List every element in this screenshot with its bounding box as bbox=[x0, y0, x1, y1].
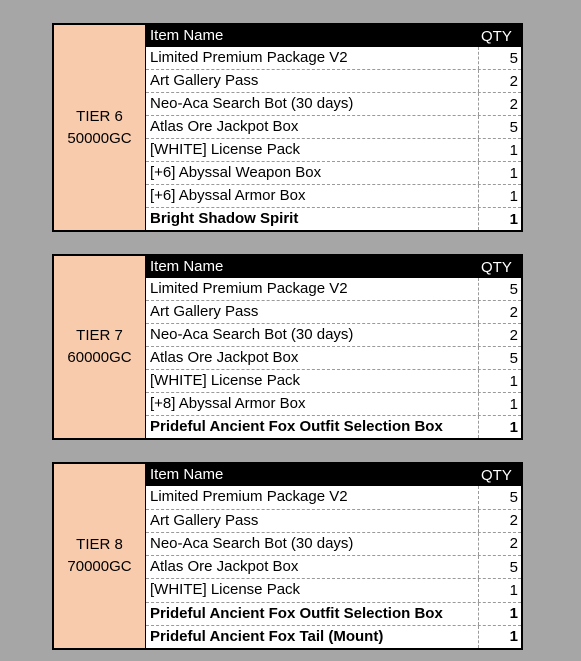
item-qty-cell[interactable]: 1 bbox=[478, 393, 521, 415]
item-name-cell[interactable]: [+8] Abyssal Armor Box bbox=[150, 395, 306, 412]
item-qty-cell[interactable]: 2 bbox=[478, 70, 521, 92]
tier-price: 60000GC bbox=[67, 349, 132, 366]
item-qty-cell[interactable]: 2 bbox=[478, 510, 521, 532]
item-qty-cell[interactable]: 1 bbox=[478, 579, 521, 601]
table-row bbox=[146, 486, 521, 509]
item-name-cell[interactable]: Art Gallery Pass bbox=[150, 511, 259, 529]
item-qty-cell[interactable]: 5 bbox=[478, 47, 521, 69]
header-item-name-cell[interactable]: Item Name bbox=[150, 27, 224, 44]
item-qty-cell[interactable]: 1 bbox=[478, 603, 521, 625]
item-name-cell[interactable]: [WHITE] License Pack bbox=[150, 141, 301, 158]
item-qty-cell[interactable]: 2 bbox=[478, 533, 521, 555]
item-qty-cell[interactable]: 1 bbox=[478, 139, 521, 161]
item-name-cell[interactable]: Limited Premium Package V2 bbox=[150, 280, 348, 297]
item-name-cell[interactable]: Neo-Aca Search Bot (30 days) bbox=[150, 534, 354, 552]
table-row bbox=[146, 347, 521, 370]
table-row bbox=[146, 93, 521, 116]
item-name-cell[interactable]: Prideful Ancient Fox Tail (Mount) bbox=[150, 627, 384, 645]
table-row bbox=[146, 393, 521, 416]
tier-name: TIER 8 bbox=[76, 536, 123, 553]
item-name-cell[interactable]: [WHITE] License Pack bbox=[150, 581, 301, 599]
tier-price: 70000GC bbox=[67, 558, 132, 575]
table-row bbox=[146, 185, 521, 208]
table-row bbox=[146, 47, 521, 70]
item-name-cell[interactable]: Neo-Aca Search Bot (30 days) bbox=[150, 326, 354, 343]
tier-table bbox=[52, 254, 523, 440]
table-row bbox=[146, 416, 521, 438]
header-item-name-cell[interactable]: Item Name bbox=[150, 466, 224, 484]
tier-name: TIER 7 bbox=[76, 327, 123, 344]
table-row bbox=[146, 301, 521, 324]
item-qty-cell[interactable]: 1 bbox=[478, 416, 521, 438]
table-row bbox=[146, 626, 521, 648]
tier-price: 50000GC bbox=[67, 129, 132, 147]
item-grid bbox=[146, 25, 521, 230]
header-row bbox=[146, 25, 521, 47]
tier-name: TIER 6 bbox=[76, 107, 123, 125]
header-qty-cell[interactable]: QTY bbox=[481, 258, 512, 276]
table-row bbox=[146, 579, 521, 602]
header-row bbox=[146, 256, 521, 278]
item-name-cell[interactable]: Art Gallery Pass bbox=[150, 303, 259, 320]
item-name-cell[interactable]: Limited Premium Package V2 bbox=[150, 488, 348, 506]
item-qty-cell[interactable]: 2 bbox=[478, 301, 521, 323]
tier-table bbox=[52, 462, 523, 650]
tier-table bbox=[52, 23, 523, 232]
header-item-name-cell[interactable]: Item Name bbox=[150, 258, 224, 275]
item-qty-cell[interactable]: 5 bbox=[478, 556, 521, 578]
item-name-cell[interactable]: Prideful Ancient Fox Outfit Selection Box bbox=[150, 418, 443, 435]
table-row bbox=[146, 116, 521, 139]
item-qty-cell[interactable]: 5 bbox=[478, 486, 521, 508]
item-name-cell[interactable]: [WHITE] License Pack bbox=[150, 372, 301, 389]
table-row bbox=[146, 324, 521, 347]
table-row bbox=[146, 70, 521, 93]
tier-label-cell[interactable] bbox=[54, 256, 146, 438]
table-row bbox=[146, 370, 521, 393]
item-qty-cell[interactable]: 1 bbox=[478, 208, 521, 230]
item-qty-cell[interactable]: 1 bbox=[478, 185, 521, 207]
item-qty-cell[interactable]: 5 bbox=[478, 347, 521, 369]
item-name-cell[interactable]: Neo-Aca Search Bot (30 days) bbox=[150, 95, 354, 112]
item-qty-cell[interactable]: 5 bbox=[478, 278, 521, 300]
table-row bbox=[146, 510, 521, 533]
item-name-cell[interactable]: Atlas Ore Jackpot Box bbox=[150, 558, 299, 576]
table-row bbox=[146, 556, 521, 579]
item-name-cell[interactable]: [+6] Abyssal Weapon Box bbox=[150, 164, 322, 181]
item-qty-cell[interactable]: 2 bbox=[478, 324, 521, 346]
table-row bbox=[146, 278, 521, 301]
item-name-cell[interactable]: Atlas Ore Jackpot Box bbox=[150, 118, 299, 135]
item-name-cell[interactable]: Art Gallery Pass bbox=[150, 72, 259, 89]
header-qty-cell[interactable]: QTY bbox=[481, 466, 512, 484]
item-qty-cell[interactable]: 1 bbox=[478, 370, 521, 392]
item-qty-cell[interactable]: 2 bbox=[478, 93, 521, 115]
table-row bbox=[146, 139, 521, 162]
item-qty-cell[interactable]: 5 bbox=[478, 116, 521, 138]
item-name-cell[interactable]: Prideful Ancient Fox Outfit Selection Box bbox=[150, 604, 443, 622]
tier-label-cell[interactable] bbox=[54, 25, 146, 230]
item-name-cell[interactable]: [+6] Abyssal Armor Box bbox=[150, 187, 306, 204]
item-qty-cell[interactable]: 1 bbox=[478, 626, 521, 648]
item-name-cell[interactable]: Bright Shadow Spirit bbox=[150, 210, 299, 227]
item-grid bbox=[146, 256, 521, 438]
table-row bbox=[146, 603, 521, 626]
item-name-cell[interactable]: Atlas Ore Jackpot Box bbox=[150, 349, 299, 366]
table-row bbox=[146, 533, 521, 556]
table-row bbox=[146, 208, 521, 230]
item-qty-cell[interactable]: 1 bbox=[478, 162, 521, 184]
tier-label-cell[interactable] bbox=[54, 464, 146, 648]
item-name-cell[interactable]: Limited Premium Package V2 bbox=[150, 49, 348, 66]
item-grid bbox=[146, 464, 521, 648]
table-row bbox=[146, 162, 521, 185]
header-qty-cell[interactable]: QTY bbox=[481, 27, 512, 45]
header-row bbox=[146, 464, 521, 486]
